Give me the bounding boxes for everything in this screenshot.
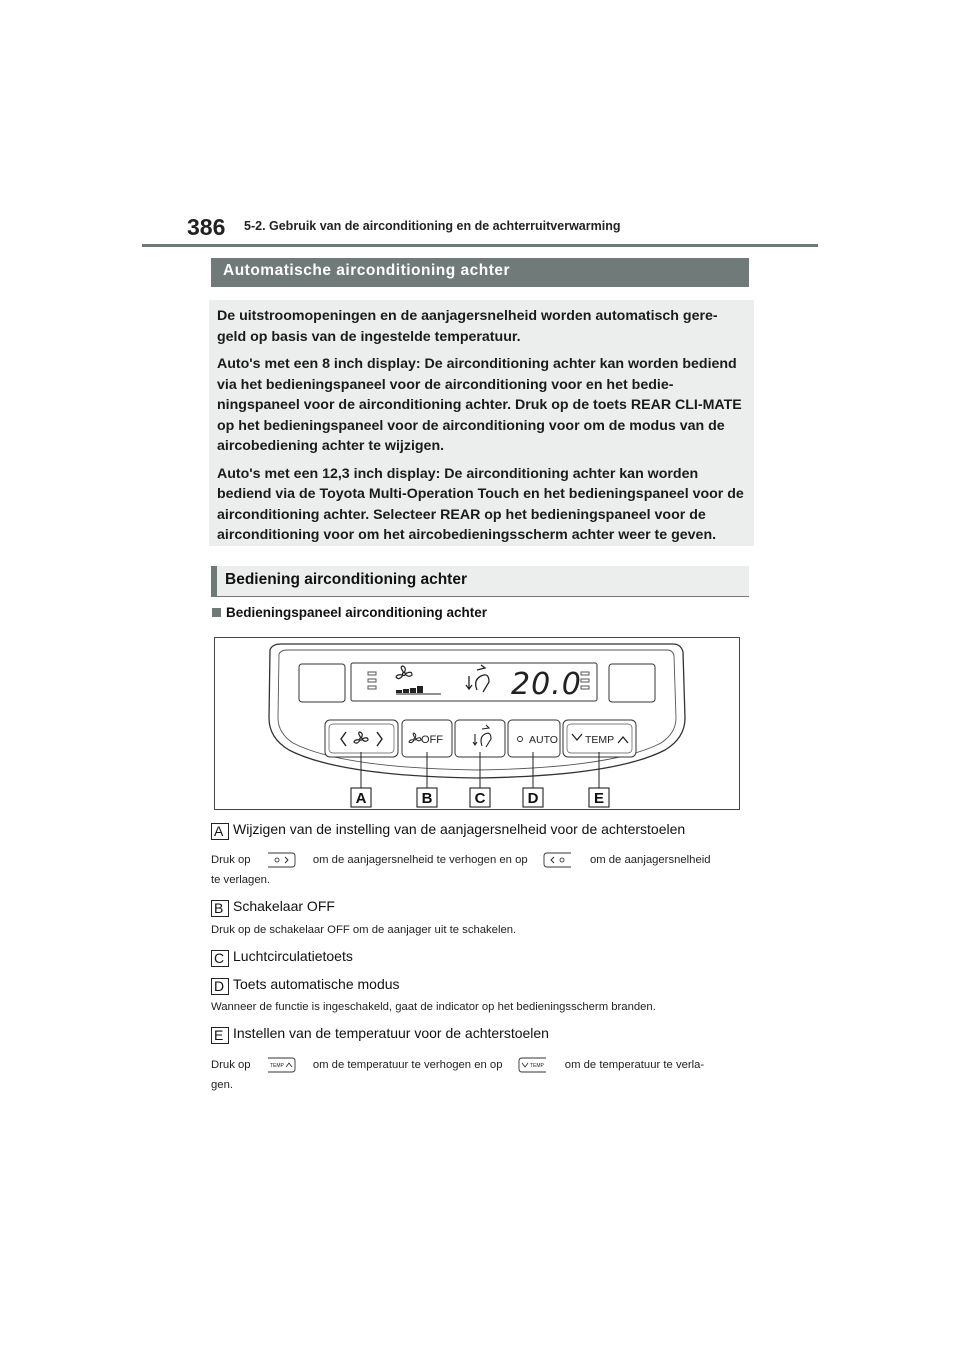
item-title-text: Wijzigen van de instelling van de aanjagersnelheid voor de achterstoelen: [233, 821, 686, 837]
item-letter: E: [211, 1027, 229, 1044]
item-c-title: [211, 948, 353, 967]
item-b-title: [211, 898, 335, 917]
display-temperature: 20.0: [511, 667, 582, 702]
desc-text: Druk op: [211, 1059, 251, 1071]
square-bullet-icon: [212, 608, 221, 617]
item-b-desc: Druk op de schakelaar OFF om de aanjager uit te schakelen.: [211, 924, 517, 936]
item-letter: C: [211, 950, 229, 967]
item-title-text: Schakelaar OFF: [233, 898, 335, 914]
auto-button-label: AUTO: [529, 734, 558, 746]
temp-down-icon-label: TEMP: [529, 1063, 544, 1070]
item-d-title: [211, 976, 400, 995]
item-letter: A: [211, 823, 229, 840]
subsection-divider: [211, 596, 749, 597]
panel-heading: [212, 605, 487, 620]
item-e-desc: [211, 1055, 749, 1095]
temp-button-label: TEMP: [585, 734, 615, 746]
callout-letter: E: [593, 790, 605, 807]
callout-letter: D: [527, 790, 539, 807]
item-a-title: [211, 821, 685, 840]
item-e-title: [211, 1025, 549, 1044]
display-fan-icon: [396, 666, 412, 679]
intro-paragraph: Auto's met een 8 inch display: De airconditioning achter kan worden bediend via het bedieningspaneel voor de airconditioning voor en het bedie-ningspaneel voor de airconditioning achter. Druk op de toets REAR CLI-MATE op het bedieningspaneel voor de airconditioning voor om de modus van de aircobediening achter te wijzigen.: [217, 356, 742, 454]
header-divider: [142, 244, 818, 247]
temp-up-button-icon: [266, 1057, 296, 1073]
item-a-desc: [211, 850, 749, 890]
intro-box: [209, 300, 754, 546]
intro-paragraph: Auto's met een 12,3 inch display: De airconditioning achter kan worden bediend via de Toyota Multi-Operation Touch en het bedieningspaneel voor de airconditioning achter. Selecteer REAR op het bedieningspaneel voor de airconditioning voor om het aircobedieningsscherm achter weer te geven.: [217, 465, 744, 543]
display-recirculation-icon: [466, 665, 489, 692]
desc-text: te verlagen.: [211, 874, 271, 886]
desc-text: gen.: [211, 1079, 233, 1091]
temp-up-icon-label: TEMP: [269, 1063, 284, 1070]
page-number: 386: [187, 214, 226, 240]
desc-text: Druk op: [211, 854, 251, 866]
item-d-desc: Wanneer de functie is ingeschakeld, gaat de indicator op het bedieningsscherm branden.: [211, 1001, 656, 1013]
control-panel-illustration: [215, 638, 739, 809]
panel-heading-text: Bedieningspaneel airconditioning achter: [226, 605, 488, 620]
desc-text: om de aanjagersnelheid: [589, 854, 711, 866]
off-button-label: OFF: [421, 734, 443, 746]
callout-letter: B: [421, 790, 433, 807]
callout-letter: C: [474, 790, 486, 807]
subsection-title: Bediening airconditioning achter: [211, 566, 749, 596]
item-title-text: Toets automatische modus: [233, 976, 400, 992]
intro-paragraph: De uitstroomopeningen en de aanjagersnelheid worden automatisch gere-geld op basis van de ingestelde temperatuur.: [217, 308, 718, 345]
item-letter: D: [211, 978, 229, 995]
fan-up-button-icon: [266, 852, 296, 868]
section-title: Automatische airconditioning achter: [211, 258, 749, 287]
callout-letter: A: [355, 790, 367, 807]
item-letter: B: [211, 900, 229, 917]
desc-text: om de temperatuur te verhogen en op: [312, 1059, 503, 1071]
chapter-title: 5-2. Gebruik van de airconditioning en de achterruitverwarming: [244, 219, 621, 233]
item-title-text: Instellen van de temperatuur voor de achterstoelen: [233, 1025, 549, 1041]
temp-down-button-icon: [518, 1057, 548, 1073]
desc-text: om de temperatuur te verla-: [564, 1059, 705, 1071]
item-title-text: Luchtcirculatietoets: [233, 948, 353, 964]
desc-text: om de aanjagersnelheid te verhogen en op: [312, 854, 528, 866]
control-panel-figure: [214, 637, 740, 810]
fan-down-button-icon: [543, 852, 573, 868]
